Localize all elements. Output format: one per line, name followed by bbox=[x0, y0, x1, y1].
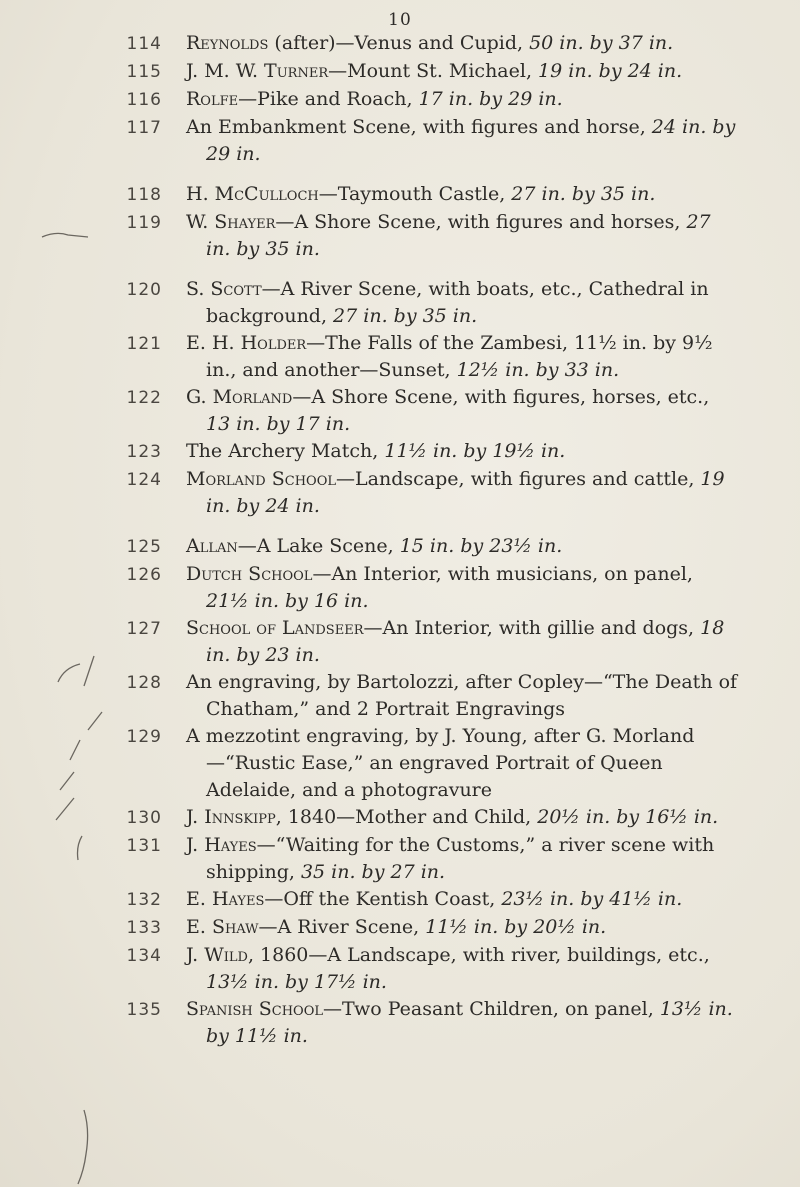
lot-number: 130 bbox=[126, 808, 162, 828]
lot-dimensions: 19 in. by 24 in. bbox=[206, 468, 725, 517]
lot-dimensions: 17 in. by 29 in. bbox=[418, 88, 563, 110]
lot-number: 122 bbox=[126, 388, 162, 408]
lot-number: 116 bbox=[126, 90, 162, 110]
lot-artist: S. Scott bbox=[186, 278, 262, 300]
lot-description bbox=[168, 804, 738, 831]
lot-number: 133 bbox=[126, 918, 162, 938]
lot-number: 131 bbox=[126, 836, 162, 856]
lot-title: —Two Peasant Children, on panel, bbox=[323, 998, 660, 1020]
lot-title: —Mount St. Michael, bbox=[328, 60, 539, 82]
lot-dimensions: 20½ in. by 16½ in. bbox=[537, 806, 719, 828]
lot-description bbox=[168, 181, 738, 208]
lot-dimensions: 19 in. by 24 in. bbox=[538, 60, 683, 82]
lot-description bbox=[168, 30, 738, 57]
lot-description bbox=[168, 996, 738, 1050]
lot-description bbox=[168, 86, 738, 113]
lot-artist: Morland School bbox=[186, 468, 337, 490]
pencil-annotation bbox=[20, 0, 130, 1187]
lot-number: 123 bbox=[126, 442, 162, 462]
lot-description bbox=[168, 209, 738, 263]
lot-artist: Rolfe bbox=[186, 88, 239, 110]
lot-number: 114 bbox=[126, 34, 162, 54]
lot-number: 126 bbox=[126, 565, 162, 585]
lot-artist: J. Innskipp bbox=[186, 806, 276, 828]
lot-number: 127 bbox=[126, 619, 162, 639]
lot-number: 128 bbox=[126, 673, 162, 693]
lot-dimensions: 15 in. by 23½ in. bbox=[399, 535, 563, 557]
lot-title: —Taymouth Castle, bbox=[318, 183, 512, 205]
lot-number: 120 bbox=[126, 280, 162, 300]
lot-description bbox=[168, 615, 738, 669]
lot-number: 115 bbox=[126, 62, 162, 82]
lot-title: —Landscape, with figures and cattle, bbox=[336, 468, 701, 490]
lot-title: —The Falls of the Zambesi, 11½ in. by 9½ in., and another—Sunset, bbox=[206, 332, 713, 381]
lot-dimensions: 27 in. by 35 in. bbox=[206, 211, 711, 260]
lot-number: 129 bbox=[126, 727, 162, 747]
lot-dimensions: 11½ in. by 19½ in. bbox=[384, 440, 566, 462]
lot-artist: Reynolds bbox=[186, 32, 269, 54]
lot-artist: W. Shayer bbox=[186, 211, 276, 233]
lot-title: , 1840—Mother and Child, bbox=[275, 806, 538, 828]
lot-dimensions: 50 in. by 37 in. bbox=[529, 32, 674, 54]
lot-dimensions: 27 in. by 35 in. bbox=[333, 305, 478, 327]
lot-title: —A Shore Scene, with figures, horses, etc., bbox=[292, 386, 710, 408]
lot-title: , 1860—A Landscape, with river, buildings, etc., bbox=[247, 944, 710, 966]
lot-title: The Archery Match, bbox=[186, 440, 385, 462]
lot-description bbox=[168, 330, 738, 384]
lot-artist: E. Shaw bbox=[186, 916, 259, 938]
lot-artist: Spanish School bbox=[186, 998, 323, 1020]
lot-artist: E. Hayes bbox=[186, 888, 265, 910]
lot-dimensions: 21½ in. by 16 in. bbox=[206, 590, 369, 612]
lot-description bbox=[168, 533, 738, 560]
lot-dimensions: 18 in. by 23 in. bbox=[206, 617, 725, 666]
lot-number: 118 bbox=[126, 185, 162, 205]
lot-description bbox=[168, 384, 738, 438]
lot-title: —A Lake Scene, bbox=[237, 535, 400, 557]
lot-artist: J. Wild bbox=[186, 944, 248, 966]
lot-artist: J. Hayes bbox=[186, 834, 257, 856]
lot-dimensions: 35 in. by 27 in. bbox=[300, 861, 446, 883]
lot-number: 124 bbox=[126, 470, 162, 490]
lot-dimensions: 13 in. by 17 in. bbox=[206, 413, 351, 435]
lot-description bbox=[168, 669, 738, 723]
lot-number: 119 bbox=[126, 213, 162, 233]
lot-description bbox=[168, 438, 738, 465]
lot-description bbox=[168, 723, 738, 804]
lot-artist: Allan bbox=[186, 535, 238, 557]
lot-title: An Embankment Scene, with figures and horse, bbox=[186, 116, 652, 138]
lot-number: 134 bbox=[126, 946, 162, 966]
lot-artist: E. H. Holder bbox=[186, 332, 307, 354]
lot-artist: Dutch School bbox=[186, 563, 313, 585]
lot-number: 117 bbox=[126, 118, 162, 138]
lot-title: —An Interior, with gillie and dogs, bbox=[363, 617, 701, 639]
lot-title: —A River Scene, with boats, etc., Cathedral in background, bbox=[206, 278, 709, 327]
lot-dimensions: 27 in. by 35 in. bbox=[511, 183, 656, 205]
lot-description bbox=[168, 832, 738, 886]
lot-description bbox=[168, 914, 738, 941]
lot-title: A mezzotint engraving, by J. Young, after G. Morland—“Rustic Ease,” an engraved Portrait of Queen Adelaide, and a photogravure bbox=[186, 725, 695, 801]
lot-artist: J. M. W. Turner bbox=[186, 60, 329, 82]
lot-title: —Off the Kentish Coast, bbox=[264, 888, 502, 910]
lot-title: —“Waiting for the Customs,” a river scene with shipping, bbox=[206, 834, 715, 883]
lot-description bbox=[168, 561, 738, 615]
lot-number: 121 bbox=[126, 334, 162, 354]
lot-dimensions: 13½ in. by 11½ in. bbox=[206, 998, 733, 1047]
lot-title: —A Shore Scene, with figures and horses, bbox=[275, 211, 687, 233]
lot-description bbox=[168, 466, 738, 520]
lot-description bbox=[168, 58, 738, 85]
lot-title: —A River Scene, bbox=[258, 916, 426, 938]
lot-description bbox=[168, 886, 738, 913]
lot-number: 135 bbox=[126, 1000, 162, 1020]
lot-description bbox=[168, 114, 738, 168]
lot-artist: G. Morland bbox=[186, 386, 293, 408]
lot-description bbox=[168, 942, 738, 996]
lot-dimensions: 13½ in. by 17½ in. bbox=[206, 971, 387, 993]
lot-description bbox=[168, 276, 738, 330]
lot-dimensions: 12½ in. by 33 in. bbox=[456, 359, 620, 381]
lot-title: (after)—Venus and Cupid, bbox=[268, 32, 530, 54]
lot-number: 132 bbox=[126, 890, 162, 910]
lot-number: 125 bbox=[126, 537, 162, 557]
lot-artist: School of Landseer bbox=[186, 617, 364, 639]
lot-title: An engraving, by Bartolozzi, after Copley—“The Death of Chatham,” and 2 Portrait Engravings bbox=[186, 671, 738, 720]
lot-title: —Pike and Roach, bbox=[238, 88, 419, 110]
lot-title: —An Interior, with musicians, on panel, bbox=[312, 563, 693, 585]
page-number: 10 bbox=[388, 10, 412, 30]
lot-dimensions: 23½ in. by 41½ in. bbox=[501, 888, 683, 910]
lot-dimensions: 11½ in. by 20½ in. bbox=[425, 916, 607, 938]
lot-dimensions: 24 in. by 29 in. bbox=[206, 116, 736, 165]
lot-artist: H. McCulloch bbox=[186, 183, 319, 205]
